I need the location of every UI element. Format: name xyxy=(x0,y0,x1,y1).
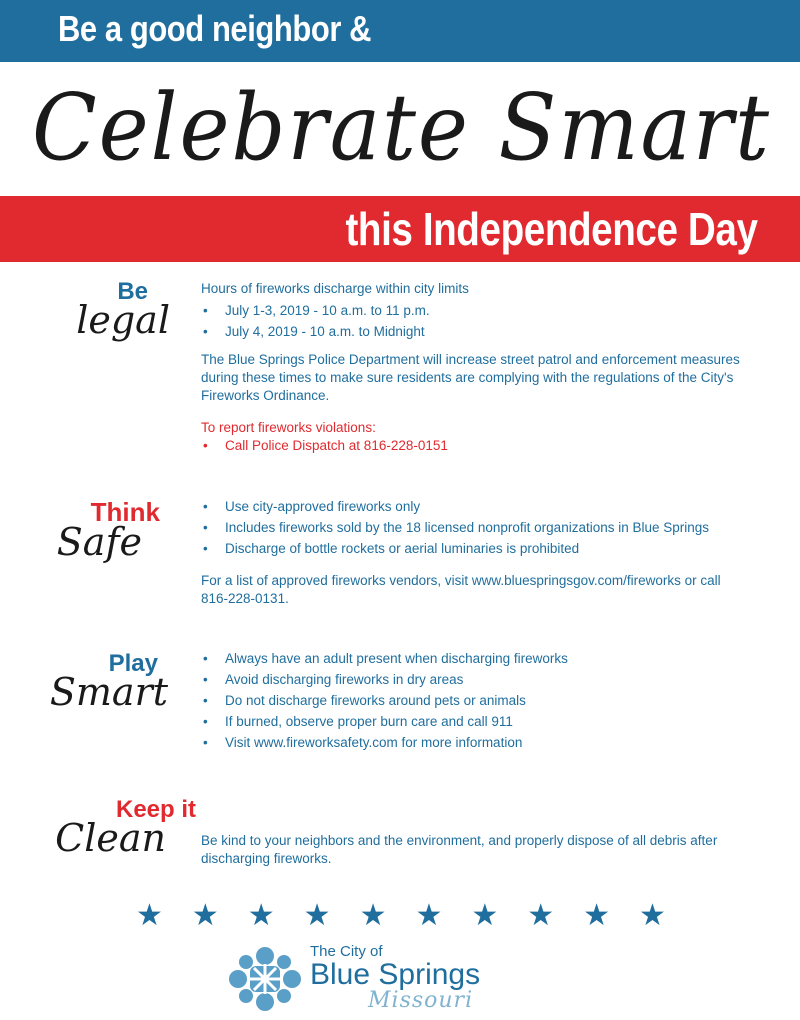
list-item: • Call Police Dispatch at 816-228-0151 xyxy=(201,437,741,455)
report-label: To report fireworks violations: xyxy=(201,420,376,435)
legal-bullets xyxy=(201,302,741,341)
logo-line2: Blue Springs xyxy=(310,958,481,991)
city-logo-text xyxy=(310,944,480,1012)
section-title-word1: Be xyxy=(117,278,148,305)
top-banner xyxy=(0,0,800,62)
star-icon: ★ xyxy=(415,899,443,932)
star-icon: ★ xyxy=(359,899,387,932)
legal-intro: Hours of fireworks discharge within city limits xyxy=(201,281,469,296)
star-row xyxy=(136,898,666,933)
list-item: • Always have an adult present when discharging fireworks xyxy=(201,650,741,668)
list-item: • Do not discharge fireworks around pets or animals xyxy=(201,692,741,710)
clean-paragraph: Be kind to your neighbors and the environment, and properly dispose of all debris after discharging fireworks. xyxy=(201,833,718,866)
star-icon: ★ xyxy=(471,899,499,932)
red-banner xyxy=(0,196,800,262)
section-title-word2: Smart xyxy=(49,670,168,714)
section-title-word2: Safe xyxy=(56,520,142,564)
list-item: • Includes fireworks sold by the 18 licensed nonprofit organizations in Blue Springs xyxy=(201,519,741,537)
section-title-word1: Think xyxy=(90,497,160,527)
section-title-word2: legal xyxy=(76,298,170,342)
star-icon: ★ xyxy=(303,899,331,932)
star-icon: ★ xyxy=(527,899,555,932)
list-item: • Visit www.fireworksafety.com for more information xyxy=(201,734,741,752)
section-title-word1: Play xyxy=(108,650,158,677)
section-title-clean xyxy=(46,796,196,860)
section-title-word1: Keep it xyxy=(115,796,196,823)
section-body-clean xyxy=(201,832,741,878)
section-title-legal xyxy=(20,278,170,342)
star-icon: ★ xyxy=(191,899,219,932)
list-item: • Discharge of bottle rockets or aerial luminaries is prohibited xyxy=(201,540,741,558)
top-banner-text: Be a good neighbor & xyxy=(58,8,372,49)
smart-bullets xyxy=(201,650,741,752)
list-item: • July 4, 2019 - 10 a.m. to Midnight xyxy=(201,323,741,341)
logo-line3: Missouri xyxy=(368,988,474,1013)
script-title: Celebrate Smart xyxy=(32,74,771,181)
section-title-smart xyxy=(18,650,168,714)
legal-paragraph: The Blue Springs Police Department will increase street patrol and enforcement measures during these times to make sure residents are complying with the regulations of the City's Fireworks Ordinance. xyxy=(201,352,740,403)
list-item: • Use city-approved fireworks only xyxy=(201,498,741,516)
list-item: • Avoid discharging fireworks in dry areas xyxy=(201,671,741,689)
section-body-legal xyxy=(201,280,741,465)
safe-paragraph: For a list of approved fireworks vendors, visit www.bluespringsgov.com/fireworks or call 816-228-0131. xyxy=(201,573,721,606)
logo-line1: The City of xyxy=(310,943,383,960)
star-icon: ★ xyxy=(136,899,163,932)
safe-bullets xyxy=(201,498,741,558)
star-icon: ★ xyxy=(583,899,611,932)
report-bullets xyxy=(201,437,741,455)
red-banner-text: this Independence Day xyxy=(345,203,758,255)
star-icon: ★ xyxy=(247,899,275,932)
section-title-word2: Clean xyxy=(55,816,166,860)
section-body-safe xyxy=(201,498,741,618)
city-logo-icon xyxy=(226,944,304,1014)
section-body-smart xyxy=(201,650,741,762)
section-title-safe xyxy=(10,497,160,564)
list-item: • July 1-3, 2019 - 10 a.m. to 11 p.m. xyxy=(201,302,741,320)
list-item: • If burned, observe proper burn care and call 911 xyxy=(201,713,741,731)
star-icon: ★ xyxy=(639,899,666,932)
